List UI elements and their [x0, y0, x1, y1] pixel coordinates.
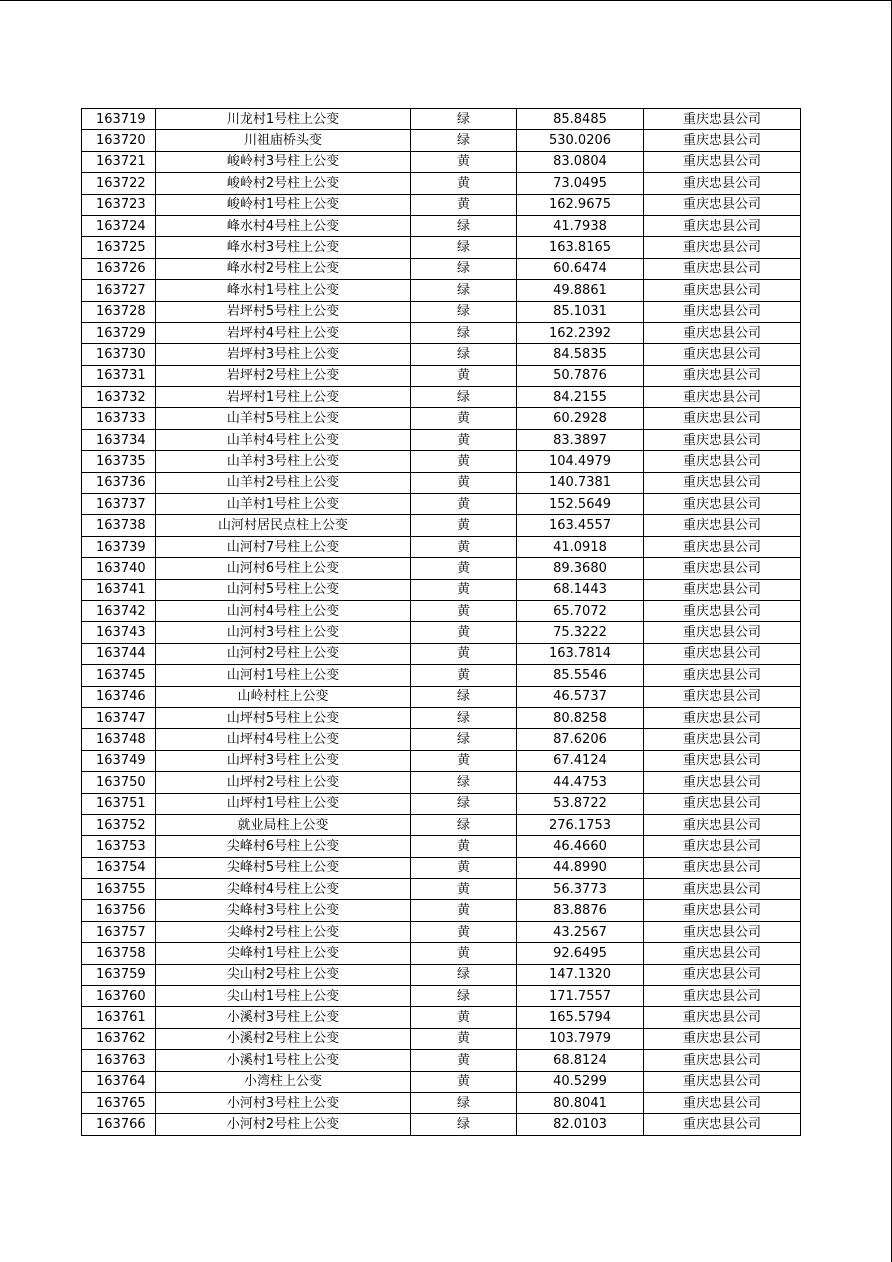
- row-id-cell: 163719: [82, 109, 156, 130]
- table-row: [82, 707, 801, 728]
- status-color-cell: 黄: [411, 1028, 517, 1049]
- value-cell: 162.2392: [517, 322, 644, 343]
- status-color-cell: 绿: [411, 215, 517, 236]
- table-row: [82, 344, 801, 365]
- status-color-cell: 黄: [411, 429, 517, 450]
- value-cell: 85.5546: [517, 665, 644, 686]
- table-row: [82, 643, 801, 664]
- station-name-cell: 尖峰村4号柱上公变: [156, 879, 411, 900]
- company-cell: 重庆忠县公司: [644, 387, 801, 408]
- status-color-cell: 绿: [411, 686, 517, 707]
- value-cell: 162.9675: [517, 194, 644, 215]
- row-id-cell: 163727: [82, 280, 156, 301]
- station-name-cell: 川龙村1号柱上公变: [156, 109, 411, 130]
- station-name-cell: 峰水村2号柱上公变: [156, 258, 411, 279]
- company-cell: 重庆忠县公司: [644, 707, 801, 728]
- station-name-cell: 就业局柱上公变: [156, 814, 411, 835]
- station-name-cell: 尖山村1号柱上公变: [156, 986, 411, 1007]
- table-row: [82, 130, 801, 151]
- table-row: [82, 1050, 801, 1071]
- company-cell: 重庆忠县公司: [644, 622, 801, 643]
- table-row: [82, 986, 801, 1007]
- table-row: [82, 494, 801, 515]
- status-color-cell: 黄: [411, 921, 517, 942]
- value-cell: 60.2928: [517, 408, 644, 429]
- table-row: [82, 1007, 801, 1028]
- value-cell: 152.5649: [517, 494, 644, 515]
- status-color-cell: 黄: [411, 451, 517, 472]
- company-cell: 重庆忠县公司: [644, 237, 801, 258]
- row-id-cell: 163724: [82, 215, 156, 236]
- company-cell: 重庆忠县公司: [644, 750, 801, 771]
- station-name-cell: 岩坪村3号柱上公变: [156, 344, 411, 365]
- table-row: [82, 258, 801, 279]
- row-id-cell: 163731: [82, 365, 156, 386]
- value-cell: 85.1031: [517, 301, 644, 322]
- row-id-cell: 163737: [82, 494, 156, 515]
- status-color-cell: 绿: [411, 729, 517, 750]
- company-cell: 重庆忠县公司: [644, 194, 801, 215]
- status-color-cell: 黄: [411, 558, 517, 579]
- table-row: [82, 600, 801, 621]
- company-cell: 重庆忠县公司: [644, 472, 801, 493]
- status-color-cell: 黄: [411, 173, 517, 194]
- station-name-cell: 山坪村5号柱上公变: [156, 707, 411, 728]
- value-cell: 41.7938: [517, 215, 644, 236]
- row-id-cell: 163743: [82, 622, 156, 643]
- value-cell: 171.7557: [517, 986, 644, 1007]
- status-color-cell: 黄: [411, 536, 517, 557]
- row-id-cell: 163763: [82, 1050, 156, 1071]
- status-color-cell: 绿: [411, 387, 517, 408]
- company-cell: 重庆忠县公司: [644, 322, 801, 343]
- company-cell: 重庆忠县公司: [644, 1028, 801, 1049]
- company-cell: 重庆忠县公司: [644, 1050, 801, 1071]
- value-cell: 80.8258: [517, 707, 644, 728]
- company-cell: 重庆忠县公司: [644, 600, 801, 621]
- station-name-cell: 小溪村1号柱上公变: [156, 1050, 411, 1071]
- row-id-cell: 163726: [82, 258, 156, 279]
- value-cell: 44.8990: [517, 857, 644, 878]
- table-row: [82, 1071, 801, 1092]
- status-color-cell: 黄: [411, 151, 517, 172]
- value-cell: 85.8485: [517, 109, 644, 130]
- table-row: [82, 322, 801, 343]
- company-cell: 重庆忠县公司: [644, 173, 801, 194]
- table-row: [82, 622, 801, 643]
- row-id-cell: 163732: [82, 387, 156, 408]
- value-cell: 147.1320: [517, 964, 644, 985]
- status-color-cell: 黄: [411, 622, 517, 643]
- value-cell: 276.1753: [517, 814, 644, 835]
- page-top-border: [0, 0, 892, 1]
- status-color-cell: 绿: [411, 109, 517, 130]
- table-row: [82, 793, 801, 814]
- status-color-cell: 绿: [411, 237, 517, 258]
- table-row: [82, 109, 801, 130]
- row-id-cell: 163725: [82, 237, 156, 258]
- company-cell: 重庆忠县公司: [644, 1092, 801, 1113]
- company-cell: 重庆忠县公司: [644, 857, 801, 878]
- company-cell: 重庆忠县公司: [644, 130, 801, 151]
- table-row: [82, 921, 801, 942]
- value-cell: 165.5794: [517, 1007, 644, 1028]
- status-color-cell: 绿: [411, 986, 517, 1007]
- company-cell: 重庆忠县公司: [644, 558, 801, 579]
- table-row: [82, 301, 801, 322]
- value-cell: 530.0206: [517, 130, 644, 151]
- company-cell: 重庆忠县公司: [644, 686, 801, 707]
- status-color-cell: 绿: [411, 322, 517, 343]
- table-row: [82, 387, 801, 408]
- station-name-cell: 尖峰村5号柱上公变: [156, 857, 411, 878]
- table-row: [82, 451, 801, 472]
- table-row: [82, 1092, 801, 1113]
- status-color-cell: 绿: [411, 130, 517, 151]
- station-name-cell: 岩坪村2号柱上公变: [156, 365, 411, 386]
- value-cell: 89.3680: [517, 558, 644, 579]
- table-row: [82, 429, 801, 450]
- company-cell: 重庆忠县公司: [644, 109, 801, 130]
- station-name-cell: 小河村2号柱上公变: [156, 1114, 411, 1135]
- station-name-cell: 峻岭村2号柱上公变: [156, 173, 411, 194]
- company-cell: 重庆忠县公司: [644, 344, 801, 365]
- status-color-cell: 黄: [411, 408, 517, 429]
- status-color-cell: 黄: [411, 1071, 517, 1092]
- row-id-cell: 163765: [82, 1092, 156, 1113]
- value-cell: 104.4979: [517, 451, 644, 472]
- status-color-cell: 绿: [411, 1092, 517, 1113]
- station-name-cell: 山羊村2号柱上公变: [156, 472, 411, 493]
- status-color-cell: 绿: [411, 793, 517, 814]
- status-color-cell: 绿: [411, 964, 517, 985]
- row-id-cell: 163740: [82, 558, 156, 579]
- station-name-cell: 山岭村柱上公变: [156, 686, 411, 707]
- company-cell: 重庆忠县公司: [644, 451, 801, 472]
- company-cell: 重庆忠县公司: [644, 408, 801, 429]
- station-name-cell: 岩坪村5号柱上公变: [156, 301, 411, 322]
- station-name-cell: 小河村3号柱上公变: [156, 1092, 411, 1113]
- table-row: [82, 814, 801, 835]
- table-row: [82, 665, 801, 686]
- table-body: [82, 109, 801, 1136]
- station-name-cell: 山羊村3号柱上公变: [156, 451, 411, 472]
- status-color-cell: 黄: [411, 472, 517, 493]
- row-id-cell: 163721: [82, 151, 156, 172]
- row-id-cell: 163752: [82, 814, 156, 835]
- row-id-cell: 163766: [82, 1114, 156, 1135]
- table-row: [82, 943, 801, 964]
- company-cell: 重庆忠县公司: [644, 258, 801, 279]
- company-cell: 重庆忠县公司: [644, 836, 801, 857]
- status-color-cell: 绿: [411, 707, 517, 728]
- value-cell: 68.1443: [517, 579, 644, 600]
- station-name-cell: 山坪村3号柱上公变: [156, 750, 411, 771]
- value-cell: 84.2155: [517, 387, 644, 408]
- station-name-cell: 尖峰村1号柱上公变: [156, 943, 411, 964]
- company-cell: 重庆忠县公司: [644, 793, 801, 814]
- row-id-cell: 163754: [82, 857, 156, 878]
- row-id-cell: 163755: [82, 879, 156, 900]
- table-row: [82, 1028, 801, 1049]
- station-name-cell: 山河村6号柱上公变: [156, 558, 411, 579]
- company-cell: 重庆忠县公司: [644, 515, 801, 536]
- row-id-cell: 163756: [82, 900, 156, 921]
- company-cell: 重庆忠县公司: [644, 579, 801, 600]
- station-name-cell: 山河村3号柱上公变: [156, 622, 411, 643]
- table-row: [82, 151, 801, 172]
- row-id-cell: 163751: [82, 793, 156, 814]
- station-name-cell: 尖峰村3号柱上公变: [156, 900, 411, 921]
- station-name-cell: 小溪村2号柱上公变: [156, 1028, 411, 1049]
- row-id-cell: 163733: [82, 408, 156, 429]
- value-cell: 163.7814: [517, 643, 644, 664]
- status-color-cell: 黄: [411, 943, 517, 964]
- company-cell: 重庆忠县公司: [644, 665, 801, 686]
- row-id-cell: 163753: [82, 836, 156, 857]
- value-cell: 73.0495: [517, 173, 644, 194]
- table-row: [82, 515, 801, 536]
- company-cell: 重庆忠县公司: [644, 151, 801, 172]
- table-row: [82, 729, 801, 750]
- status-color-cell: 黄: [411, 750, 517, 771]
- status-color-cell: 黄: [411, 836, 517, 857]
- company-cell: 重庆忠县公司: [644, 900, 801, 921]
- data-table: [81, 108, 801, 1136]
- value-cell: 92.6495: [517, 943, 644, 964]
- station-name-cell: 岩坪村1号柱上公变: [156, 387, 411, 408]
- row-id-cell: 163761: [82, 1007, 156, 1028]
- status-color-cell: 绿: [411, 344, 517, 365]
- station-name-cell: 山羊村5号柱上公变: [156, 408, 411, 429]
- status-color-cell: 黄: [411, 494, 517, 515]
- value-cell: 46.5737: [517, 686, 644, 707]
- status-color-cell: 黄: [411, 643, 517, 664]
- row-id-cell: 163745: [82, 665, 156, 686]
- row-id-cell: 163749: [82, 750, 156, 771]
- status-color-cell: 绿: [411, 814, 517, 835]
- row-id-cell: 163723: [82, 194, 156, 215]
- company-cell: 重庆忠县公司: [644, 729, 801, 750]
- value-cell: 41.0918: [517, 536, 644, 557]
- table-row: [82, 579, 801, 600]
- company-cell: 重庆忠县公司: [644, 494, 801, 515]
- station-name-cell: 尖峰村2号柱上公变: [156, 921, 411, 942]
- row-id-cell: 163762: [82, 1028, 156, 1049]
- value-cell: 80.8041: [517, 1092, 644, 1113]
- station-name-cell: 山河村2号柱上公变: [156, 643, 411, 664]
- table-row: [82, 472, 801, 493]
- row-id-cell: 163742: [82, 600, 156, 621]
- station-name-cell: 小溪村3号柱上公变: [156, 1007, 411, 1028]
- table-row: [82, 558, 801, 579]
- row-id-cell: 163746: [82, 686, 156, 707]
- value-cell: 65.7072: [517, 600, 644, 621]
- company-cell: 重庆忠县公司: [644, 879, 801, 900]
- value-cell: 84.5835: [517, 344, 644, 365]
- row-id-cell: 163734: [82, 429, 156, 450]
- status-color-cell: 黄: [411, 665, 517, 686]
- status-color-cell: 绿: [411, 258, 517, 279]
- row-id-cell: 163744: [82, 643, 156, 664]
- row-id-cell: 163720: [82, 130, 156, 151]
- company-cell: 重庆忠县公司: [644, 1114, 801, 1135]
- value-cell: 87.6206: [517, 729, 644, 750]
- status-color-cell: 绿: [411, 280, 517, 301]
- row-id-cell: 163739: [82, 536, 156, 557]
- company-cell: 重庆忠县公司: [644, 772, 801, 793]
- company-cell: 重庆忠县公司: [644, 814, 801, 835]
- table-row: [82, 750, 801, 771]
- value-cell: 83.8876: [517, 900, 644, 921]
- station-name-cell: 山河村1号柱上公变: [156, 665, 411, 686]
- value-cell: 163.4557: [517, 515, 644, 536]
- table-row: [82, 964, 801, 985]
- company-cell: 重庆忠县公司: [644, 280, 801, 301]
- value-cell: 40.5299: [517, 1071, 644, 1092]
- station-name-cell: 山河村居民点柱上公变: [156, 515, 411, 536]
- status-color-cell: 黄: [411, 900, 517, 921]
- row-id-cell: 163738: [82, 515, 156, 536]
- row-id-cell: 163735: [82, 451, 156, 472]
- station-name-cell: 尖山村2号柱上公变: [156, 964, 411, 985]
- company-cell: 重庆忠县公司: [644, 643, 801, 664]
- value-cell: 163.8165: [517, 237, 644, 258]
- value-cell: 49.8861: [517, 280, 644, 301]
- row-id-cell: 163750: [82, 772, 156, 793]
- status-color-cell: 黄: [411, 1050, 517, 1071]
- status-color-cell: 黄: [411, 515, 517, 536]
- value-cell: 103.7979: [517, 1028, 644, 1049]
- table-row: [82, 857, 801, 878]
- row-id-cell: 163764: [82, 1071, 156, 1092]
- station-name-cell: 山羊村4号柱上公变: [156, 429, 411, 450]
- value-cell: 83.0804: [517, 151, 644, 172]
- status-color-cell: 绿: [411, 1114, 517, 1135]
- row-id-cell: 163748: [82, 729, 156, 750]
- status-color-cell: 绿: [411, 301, 517, 322]
- company-cell: 重庆忠县公司: [644, 943, 801, 964]
- value-cell: 75.3222: [517, 622, 644, 643]
- status-color-cell: 黄: [411, 879, 517, 900]
- row-id-cell: 163741: [82, 579, 156, 600]
- table-row: [82, 900, 801, 921]
- company-cell: 重庆忠县公司: [644, 986, 801, 1007]
- value-cell: 43.2567: [517, 921, 644, 942]
- station-name-cell: 山河村5号柱上公变: [156, 579, 411, 600]
- row-id-cell: 163722: [82, 173, 156, 194]
- company-cell: 重庆忠县公司: [644, 429, 801, 450]
- station-name-cell: 川祖庙桥头变: [156, 130, 411, 151]
- company-cell: 重庆忠县公司: [644, 215, 801, 236]
- value-cell: 82.0103: [517, 1114, 644, 1135]
- company-cell: 重庆忠县公司: [644, 536, 801, 557]
- table-row: [82, 686, 801, 707]
- value-cell: 56.3773: [517, 879, 644, 900]
- status-color-cell: 黄: [411, 1007, 517, 1028]
- company-cell: 重庆忠县公司: [644, 964, 801, 985]
- value-cell: 50.7876: [517, 365, 644, 386]
- table-row: [82, 280, 801, 301]
- row-id-cell: 163758: [82, 943, 156, 964]
- station-name-cell: 峻岭村3号柱上公变: [156, 151, 411, 172]
- station-name-cell: 峰水村4号柱上公变: [156, 215, 411, 236]
- value-cell: 60.6474: [517, 258, 644, 279]
- row-id-cell: 163757: [82, 921, 156, 942]
- row-id-cell: 163730: [82, 344, 156, 365]
- status-color-cell: 黄: [411, 579, 517, 600]
- table-row: [82, 194, 801, 215]
- row-id-cell: 163729: [82, 322, 156, 343]
- station-name-cell: 山坪村1号柱上公变: [156, 793, 411, 814]
- company-cell: 重庆忠县公司: [644, 301, 801, 322]
- table-row: [82, 237, 801, 258]
- station-name-cell: 峰水村3号柱上公变: [156, 237, 411, 258]
- table-row: [82, 536, 801, 557]
- station-name-cell: 山坪村2号柱上公变: [156, 772, 411, 793]
- company-cell: 重庆忠县公司: [644, 365, 801, 386]
- station-name-cell: 小湾柱上公变: [156, 1071, 411, 1092]
- station-name-cell: 山坪村4号柱上公变: [156, 729, 411, 750]
- value-cell: 46.4660: [517, 836, 644, 857]
- row-id-cell: 163759: [82, 964, 156, 985]
- table-row: [82, 772, 801, 793]
- row-id-cell: 163760: [82, 986, 156, 1007]
- value-cell: 44.4753: [517, 772, 644, 793]
- status-color-cell: 黄: [411, 857, 517, 878]
- status-color-cell: 黄: [411, 600, 517, 621]
- table-row: [82, 836, 801, 857]
- row-id-cell: 163747: [82, 707, 156, 728]
- status-color-cell: 绿: [411, 772, 517, 793]
- table-row: [82, 173, 801, 194]
- row-id-cell: 163736: [82, 472, 156, 493]
- row-id-cell: 163728: [82, 301, 156, 322]
- value-cell: 68.8124: [517, 1050, 644, 1071]
- value-cell: 83.3897: [517, 429, 644, 450]
- station-name-cell: 峻岭村1号柱上公变: [156, 194, 411, 215]
- table-row: [82, 365, 801, 386]
- station-name-cell: 山羊村1号柱上公变: [156, 494, 411, 515]
- table-row: [82, 1114, 801, 1135]
- station-name-cell: 山河村4号柱上公变: [156, 600, 411, 621]
- value-cell: 67.4124: [517, 750, 644, 771]
- company-cell: 重庆忠县公司: [644, 1071, 801, 1092]
- table-row: [82, 408, 801, 429]
- status-color-cell: 黄: [411, 365, 517, 386]
- station-name-cell: 尖峰村6号柱上公变: [156, 836, 411, 857]
- table-row: [82, 215, 801, 236]
- company-cell: 重庆忠县公司: [644, 921, 801, 942]
- station-name-cell: 岩坪村4号柱上公变: [156, 322, 411, 343]
- company-cell: 重庆忠县公司: [644, 1007, 801, 1028]
- station-name-cell: 峰水村1号柱上公变: [156, 280, 411, 301]
- value-cell: 140.7381: [517, 472, 644, 493]
- table-row: [82, 879, 801, 900]
- value-cell: 53.8722: [517, 793, 644, 814]
- station-name-cell: 山河村7号柱上公变: [156, 536, 411, 557]
- status-color-cell: 黄: [411, 194, 517, 215]
